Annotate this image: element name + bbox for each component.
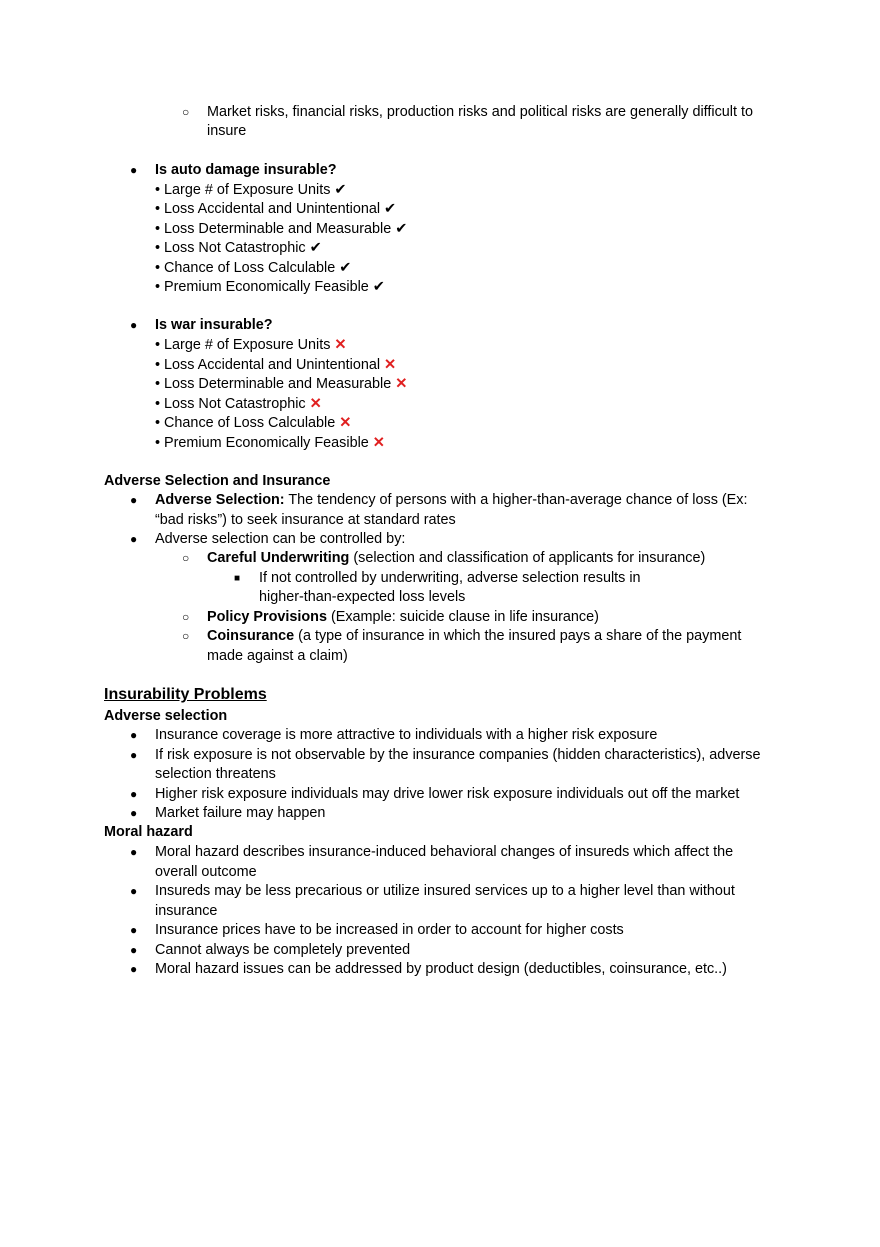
circle-bullet-icon: ○ — [182, 551, 190, 565]
list-item-line: selection threatens — [155, 766, 276, 782]
adverse-definition-term: Adverse Selection: — [155, 492, 285, 508]
criteria-item-text: • Chance of Loss Calculable — [155, 259, 336, 276]
list-item-line: Insurance prices have to be increased in order to account for higher costs — [155, 922, 624, 938]
criteria-item — [155, 220, 407, 240]
bullet-icon: ● — [130, 845, 138, 859]
coinsurance-line-1 — [207, 627, 741, 647]
criteria-item — [155, 356, 396, 376]
intro-line-1: Market risks, financial risks, production risks and political risks are generally difficult to — [207, 104, 753, 120]
policy-provisions-term: Policy Provisions — [207, 609, 327, 625]
bullet-icon: ● — [130, 532, 138, 546]
list-item-line: If risk exposure is not observable by the insurance companies (hidden characteristics), adverse — [155, 746, 761, 763]
criteria-item — [155, 200, 396, 220]
check-mark-icon: ✔ — [395, 220, 408, 237]
adverse-definition-line-2: “bad risks”) to seek insurance at standard rates — [155, 512, 456, 528]
cross-mark-icon: ✕ — [395, 376, 408, 392]
criteria-item-text: • Premium Economically Feasible — [155, 434, 369, 451]
list-item-line: Insurance coverage is more attractive to individuals with a higher risk exposure — [155, 727, 658, 743]
criteria-item — [155, 259, 351, 279]
policy-provisions-text: (Example: suicide clause in life insurance) — [326, 609, 599, 625]
underwriting-sub-line-1: If not controlled by underwriting, adverse selection results in — [259, 570, 641, 586]
criteria-item — [155, 414, 351, 434]
bullet-icon: ● — [130, 728, 138, 742]
bullet-icon: ● — [130, 747, 138, 762]
bullet-icon: ● — [130, 884, 138, 898]
bullet-icon: ● — [130, 786, 138, 801]
criteria-item — [155, 395, 322, 415]
check-mark-icon: ✔ — [339, 259, 352, 276]
criteria-item-text: • Chance of Loss Calculable — [155, 415, 336, 431]
policy-provisions-line — [207, 608, 599, 628]
cross-mark-icon: ✕ — [372, 434, 385, 451]
circle-bullet-icon: ○ — [182, 105, 190, 119]
coinsurance-line-2: made against a claim) — [207, 648, 348, 664]
list-item-line: Insureds may be less precarious or utilize insured services up to a higher level than without — [155, 883, 735, 899]
cross-mark-icon: ✕ — [339, 415, 352, 431]
moral-hazard-heading: Moral hazard — [104, 824, 193, 840]
square-bullet-icon: ■ — [234, 573, 241, 584]
list-item-line: Higher risk exposure individuals may drive lower risk exposure individuals out off the market — [155, 785, 740, 802]
criteria-item-text: • Loss Accidental and Unintentional — [155, 356, 381, 373]
cross-mark-icon: ✕ — [309, 395, 322, 412]
criteria-item — [155, 336, 346, 356]
coinsurance-text: (a type of insurance in which the insured pays a share of the payment — [294, 628, 742, 644]
bullet-icon: ● — [130, 942, 138, 957]
check-mark-icon: ✔ — [384, 201, 397, 217]
intro-line-2: insure — [207, 123, 247, 139]
circle-bullet-icon: ○ — [182, 610, 190, 624]
criteria-item — [155, 278, 385, 298]
list-item-line: Moral hazard issues can be addressed by product design (deductibles, coinsurance, etc..) — [155, 961, 727, 977]
criteria-item-text: • Loss Not Catastrophic — [155, 240, 306, 256]
list-item-line: Moral hazard describes insurance-induced behavioral changes of insureds which affect the — [155, 844, 734, 860]
coinsurance-term: Coinsurance — [207, 628, 295, 644]
list-item-line: Cannot always be completely prevented — [155, 941, 411, 958]
bullet-icon: ● — [130, 493, 138, 507]
bullet-icon: ● — [130, 163, 138, 177]
check-mark-icon: ✔ — [372, 279, 385, 295]
underwriting-text: (selection and classification of applicants for insurance) — [349, 550, 706, 566]
auto-heading: Is auto damage insurable? — [155, 162, 337, 178]
check-mark-icon: ✔ — [334, 181, 347, 198]
underwriting-line — [207, 549, 705, 569]
criteria-item-text: • Loss Accidental and Unintentional — [155, 201, 381, 217]
bullet-icon: ● — [130, 806, 138, 820]
adverse-insurance-heading: Adverse Selection and Insurance — [104, 473, 331, 489]
criteria-item-text: • Loss Not Catastrophic — [155, 395, 306, 412]
bullet-icon: ● — [130, 318, 138, 332]
adverse-definition-line-1 — [155, 491, 747, 511]
underwriting-sub-line-2: higher-than-expected loss levels — [259, 589, 466, 605]
criteria-item — [155, 434, 385, 454]
list-item-line: Market failure may happen — [155, 805, 326, 821]
bullet-icon: ● — [130, 962, 138, 976]
criteria-item-text: • Large # of Exposure Units — [155, 337, 331, 353]
criteria-item — [155, 375, 407, 395]
adverse-selection-heading: Adverse selection — [104, 708, 228, 724]
criteria-item — [155, 239, 322, 259]
cross-mark-icon: ✕ — [384, 356, 397, 373]
cross-mark-icon: ✕ — [334, 337, 347, 353]
criteria-item-text: • Premium Economically Feasible — [155, 279, 369, 295]
circle-bullet-icon: ○ — [182, 629, 190, 643]
war-heading: Is war insurable? — [155, 317, 273, 333]
list-item-line: overall outcome — [155, 863, 257, 880]
criteria-item — [155, 181, 346, 201]
underwriting-term: Careful Underwriting — [207, 550, 350, 566]
list-item-line: insurance — [155, 902, 218, 919]
insurability-problems-title: Insurability Problems — [104, 686, 267, 703]
criteria-item-text: • Large # of Exposure Units — [155, 181, 331, 198]
adverse-controlled-line: Adverse selection can be controlled by: — [155, 531, 406, 547]
criteria-item-text: • Loss Determinable and Measurable — [155, 376, 392, 392]
adverse-definition-text: The tendency of persons with a higher-than-average chance of loss (Ex: — [284, 492, 748, 508]
bullet-icon: ● — [130, 923, 138, 937]
criteria-item-text: • Loss Determinable and Measurable — [155, 220, 392, 237]
check-mark-icon: ✔ — [309, 240, 322, 256]
